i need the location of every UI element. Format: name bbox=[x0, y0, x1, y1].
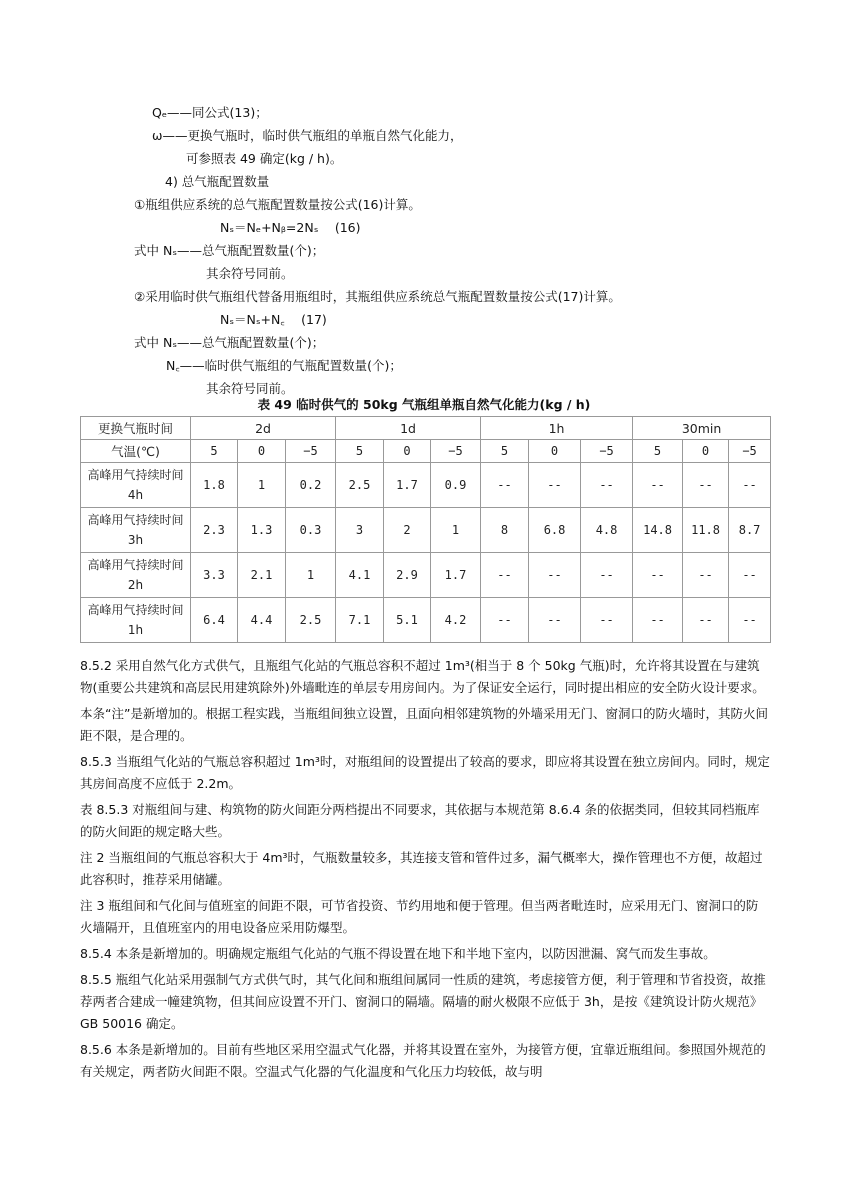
table-cell: 2.5 bbox=[286, 598, 336, 643]
table-row bbox=[81, 598, 771, 643]
note-3-paragraph: 注 3 瓶组间和气化间与值班室的间距不限，可节省投资、节约用地和便于管理。但当两者毗连时，应采用无门、窗洞口的防火墙隔开，且值班室内的用电设备应采用防爆型。 bbox=[80, 898, 759, 935]
table-cell: -- bbox=[529, 553, 581, 598]
table-cell: 8 bbox=[481, 508, 529, 553]
table-cell: 4.2 bbox=[431, 598, 481, 643]
period-header: 1d bbox=[336, 417, 481, 440]
table-cell: -- bbox=[581, 598, 633, 643]
period-header: 30min bbox=[633, 417, 771, 440]
temp-header: 0 bbox=[683, 440, 729, 463]
table-cell: 14.8 bbox=[633, 508, 683, 553]
table-cell: 6.8 bbox=[529, 508, 581, 553]
intro-line: 其余符号同前。 bbox=[206, 266, 294, 281]
row-label: 高峰用气持续时间 3h bbox=[81, 508, 191, 553]
table-cell: -- bbox=[481, 463, 529, 508]
table-cell: -- bbox=[633, 598, 683, 643]
clause-8-5-4: 8.5.4 本条是新增加的。明确规定瓶组气化站的气瓶不得设置在地下和半地下室内，以防因泄漏、窝气而发生事故。 bbox=[80, 946, 716, 961]
table-cell: 1.7 bbox=[431, 553, 481, 598]
intro-line: Qₑ——同公式(13)； bbox=[152, 105, 268, 120]
table-cell: 3 bbox=[336, 508, 384, 553]
intro-line: ①瓶组供应系统的总气瓶配置数量按公式(16)计算。 bbox=[134, 197, 421, 212]
temp-header: 5 bbox=[633, 440, 683, 463]
table-cell: -- bbox=[729, 553, 771, 598]
table-cell: 1 bbox=[286, 553, 336, 598]
clause-8-5-3: 8.5.3 当瓶组气化站的气瓶总容积超过 1m³时，对瓶组间的设置提出了较高的要求，即应将其设置在独立房间内。同时，规定其房间高度不应低于 2.2m。 bbox=[80, 754, 770, 791]
section-heading: 4) 总气瓶配置数量 bbox=[165, 174, 270, 189]
clause-8-5-5: 8.5.5 瓶组气化站采用强制气方式供气时，其气化间和瓶组间属同一性质的建筑，考虑接管方便，利于管理和节省投资，故推荐两者合建成一幢建筑物，但其间应设置不开门、窗洞口的隔墙。隔墙的耐火极限不应低于 3h，是按《建筑设计防火规范》 GB 50016 确定。 bbox=[80, 972, 766, 1031]
table-cell: 2.9 bbox=[384, 553, 431, 598]
table-cell: 4.4 bbox=[238, 598, 286, 643]
table-cell: -- bbox=[729, 598, 771, 643]
table-cell: 6.4 bbox=[191, 598, 238, 643]
temp-header: 0 bbox=[238, 440, 286, 463]
header-row-period bbox=[81, 417, 771, 440]
table-cell: 2.5 bbox=[336, 463, 384, 508]
table-cell: 0.2 bbox=[286, 463, 336, 508]
table-cell: 4.1 bbox=[336, 553, 384, 598]
temp-header: −5 bbox=[431, 440, 481, 463]
table-cell: 1 bbox=[431, 508, 481, 553]
table-caption: 表 49 临时供气的 50kg 气瓶组单瓶自然气化能力(kg / h) bbox=[257, 397, 591, 412]
intro-line: ω——更换气瓶时，临时供气瓶组的单瓶自然气化能力， bbox=[152, 128, 463, 143]
intro-line: 其余符号同前。 bbox=[206, 381, 294, 396]
table-cell: 7.1 bbox=[336, 598, 384, 643]
header-label: 气温(℃) bbox=[81, 440, 191, 463]
temp-header: 0 bbox=[529, 440, 581, 463]
table-cell: -- bbox=[529, 598, 581, 643]
intro-line: 可参照表 49 确定(kg / h)。 bbox=[186, 151, 343, 166]
formula-16: Nₛ＝Nₑ+Nᵦ=2Nₛ (16) bbox=[220, 220, 361, 235]
table-cell: 3.3 bbox=[191, 553, 238, 598]
temp-header: 0 bbox=[384, 440, 431, 463]
table-cell: -- bbox=[581, 463, 633, 508]
table-cell: -- bbox=[481, 553, 529, 598]
table-cell: -- bbox=[633, 553, 683, 598]
table-cell: 1.3 bbox=[238, 508, 286, 553]
table-cell: 8.7 bbox=[729, 508, 771, 553]
table-cell: 1.7 bbox=[384, 463, 431, 508]
clause-8-5-2: 8.5.2 采用自然气化方式供气，且瓶组气化站的气瓶总容积不超过 1m³(相当于 8 个 50kg 气瓶)时，允许将其设置在与建筑物(重要公共建筑和高层民用建筑除外)外墙毗连的单层专用房间内。为了保证安全运行，同时提出相应的安全防火设计要求。 bbox=[80, 658, 765, 695]
temp-header: −5 bbox=[286, 440, 336, 463]
table-cell: 5.1 bbox=[384, 598, 431, 643]
table-cell: 1 bbox=[238, 463, 286, 508]
table-row bbox=[81, 508, 771, 553]
temp-header: 5 bbox=[336, 440, 384, 463]
note-paragraph: 本条“注”是新增加的。根据工程实践，当瓶组间独立设置，且面向相邻建筑物的外墙采用无门、窗洞口的防火墙时，其防火间距不限，是合理的。 bbox=[80, 706, 768, 743]
formula-17: Nₛ＝Nₛ+N꜀ (17) bbox=[220, 312, 327, 327]
header-row-temp bbox=[81, 440, 771, 463]
temp-header: 5 bbox=[191, 440, 238, 463]
table-row bbox=[81, 553, 771, 598]
table-cell: -- bbox=[729, 463, 771, 508]
table-cell: -- bbox=[529, 463, 581, 508]
period-header: 2d bbox=[191, 417, 336, 440]
table-cell: -- bbox=[683, 598, 729, 643]
table-cell: 2.3 bbox=[191, 508, 238, 553]
table-cell: 1.8 bbox=[191, 463, 238, 508]
temp-header: −5 bbox=[729, 440, 771, 463]
row-label: 高峰用气持续时间 1h bbox=[81, 598, 191, 643]
table-note-paragraph: 表 8.5.3 对瓶组间与建、构筑物的防火间距分两档提出不同要求，其依据与本规范第 8.6.4 条的依据类同，但较其同档瓶库的防火间距的规定略大些。 bbox=[80, 802, 760, 839]
table-cell: -- bbox=[683, 553, 729, 598]
row-label: 高峰用气持续时间 4h bbox=[81, 463, 191, 508]
table-cell: -- bbox=[481, 598, 529, 643]
table-cell: 2.1 bbox=[238, 553, 286, 598]
table-cell: 2 bbox=[384, 508, 431, 553]
table-cell: -- bbox=[683, 463, 729, 508]
clause-8-5-6: 8.5.6 本条是新增加的。目前有些地区采用空温式气化器，并将其设置在室外，为接管方便，宜靠近瓶组间。参照国外规范的有关规定，两者防火间距不限。空温式气化器的气化温度和气化压力均较低，故与明 bbox=[80, 1042, 766, 1079]
table-cell: 11.8 bbox=[683, 508, 729, 553]
header-label: 更换气瓶时间 bbox=[81, 417, 191, 440]
intro-line: 式中 Nₛ——总气瓶配置数量(个)； bbox=[134, 335, 325, 350]
table-cell: 4.8 bbox=[581, 508, 633, 553]
intro-line: 式中 Nₛ——总气瓶配置数量(个)； bbox=[134, 243, 325, 258]
gasification-table bbox=[80, 416, 771, 643]
table-cell: 0.3 bbox=[286, 508, 336, 553]
table-cell: -- bbox=[581, 553, 633, 598]
table-cell: -- bbox=[633, 463, 683, 508]
table-cell: 0.9 bbox=[431, 463, 481, 508]
temp-header: 5 bbox=[481, 440, 529, 463]
table-row bbox=[81, 463, 771, 508]
note-2-paragraph: 注 2 当瓶组间的气瓶总容积大于 4m³时，气瓶数量较多，其连接支管和管件过多，漏气概率大，操作管理也不方便，故超过此容积时，推荐采用储罐。 bbox=[80, 850, 763, 887]
intro-line: N꜀——临时供气瓶组的气瓶配置数量(个)； bbox=[166, 358, 402, 373]
body-text bbox=[80, 655, 770, 1087]
intro-line: ②采用临时供气瓶组代替备用瓶组时，其瓶组供应系统总气瓶配置数量按公式(17)计算。 bbox=[134, 289, 621, 304]
period-header: 1h bbox=[481, 417, 633, 440]
temp-header: −5 bbox=[581, 440, 633, 463]
row-label: 高峰用气持续时间 2h bbox=[81, 553, 191, 598]
